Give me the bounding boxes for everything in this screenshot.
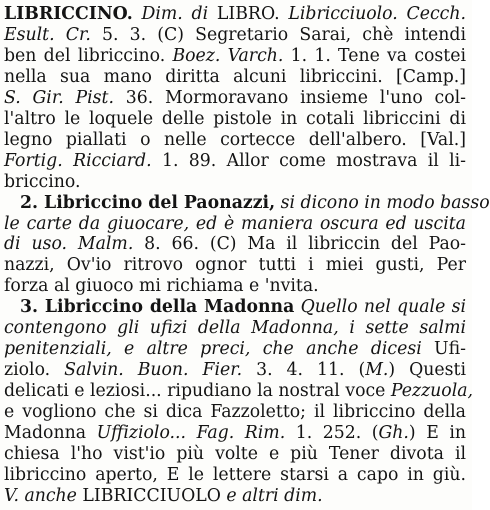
text-run: 36. Mormoravano insieme l'uno col- <box>113 87 466 108</box>
italic-text: Pezzuola, <box>390 381 474 402</box>
italic-text: Salvin. Buon. Fier. <box>64 360 243 381</box>
text-run: legno piallati o nelle cortecce dell'albero. [Val.] <box>4 129 466 150</box>
text-line <box>4 171 466 193</box>
text-run: 3. 4. 11. ( <box>242 360 366 381</box>
text-line <box>4 485 466 507</box>
italic-text: Fortig. Ricciard. <box>4 150 152 171</box>
text-run: 1. 1. Tene va costei <box>283 45 466 66</box>
text-line <box>4 3 466 25</box>
italic-text: le carte da giuocare, ed è maniera oscura ed uscita <box>4 213 466 234</box>
italic-text: Libricciuolo. Cecch. <box>288 4 466 24</box>
text-line <box>4 275 466 297</box>
text-line <box>4 380 474 402</box>
text-line <box>4 359 466 381</box>
text-run: e vogliono che si dica Fazzoletto; il libriccino della <box>4 402 466 423</box>
text-run: delicati e leziosi... ripudiano la nostral voce <box>4 381 391 402</box>
text-run: 8. 66. (C) Ma il libriccin del Pao- <box>133 234 466 255</box>
text-line <box>4 66 466 88</box>
text-run: Madonna <box>4 423 97 443</box>
text-run: libriccino aperto, E le lettere starsi a capo in giù. <box>4 464 466 485</box>
text-line <box>4 443 466 465</box>
headword: 2. Libriccino del Paonazzi, <box>20 192 276 213</box>
text-line <box>4 150 466 172</box>
text-run: Ufi- <box>421 339 466 360</box>
italic-text: Boez. Varch. <box>172 45 284 66</box>
text-line <box>4 317 466 339</box>
text-run: nella sua mano diritta alcuni libriccini. [Camp.] <box>4 66 466 87</box>
text-line <box>4 401 466 423</box>
italic-text: contengono gli ufizi della Madonna, i sette salmi <box>4 318 466 339</box>
text-line <box>4 464 466 486</box>
text-line <box>4 254 466 276</box>
italic-text: Gh. <box>378 423 409 443</box>
text-run: 1. 89. Allor come mostrava il li- <box>151 150 467 171</box>
text-line <box>4 422 466 444</box>
text-run: briccino. <box>4 171 81 192</box>
text-run: ) Questi <box>388 360 466 381</box>
headword: 3. Libriccino della Madonna <box>20 297 295 318</box>
italic-text: V. anche <box>4 485 77 506</box>
italic-text: di uso. <box>4 234 68 255</box>
text-run <box>67 234 78 254</box>
text-line <box>20 296 466 318</box>
text-run: chiesa l'ho vist'io più volte e più Tener divota il <box>4 443 466 464</box>
italic-text: penitenziali, e altre preci, che anche dicesi <box>4 339 422 360</box>
text-line <box>4 87 466 109</box>
italic-text: Quello nel quale si <box>300 297 466 318</box>
text-line <box>4 338 466 360</box>
text-line <box>4 233 466 255</box>
italic-text: Dim. di <box>141 4 209 24</box>
text-run: 1. 252. ( <box>285 423 379 443</box>
headword: LIBRICCINO. <box>4 4 133 24</box>
text-run: LIBRO. <box>208 4 289 24</box>
text-run: forza al giuoco mi richiama e 'nvita. <box>4 276 319 297</box>
italic-text: M. <box>365 360 389 381</box>
italic-text: S. Gir. Pist. <box>4 87 114 108</box>
text-line <box>4 213 466 235</box>
text-run: 5. 3. (C) Segretario Sarai, chè intendi <box>90 24 467 45</box>
italic-text: Uffiziolo... Fag. Rim. <box>96 423 286 443</box>
text-run: l'altro le loquele delle pistole in cotali libriccini di <box>4 108 466 129</box>
italic-text: si dicono in modo basso <box>280 192 490 213</box>
text-line <box>4 108 466 130</box>
text-run: ) E in <box>408 423 466 443</box>
text-run <box>133 4 142 24</box>
text-line <box>20 192 490 214</box>
italic-text: Malm. <box>77 234 134 255</box>
text-line <box>4 24 466 46</box>
italic-text: Esult. Cr. <box>4 24 91 45</box>
text-run: nazzi, Ov'io ritrovo ognor tutti i miei gusti, Per <box>4 255 466 276</box>
text-run: ben del libriccino. <box>4 45 173 66</box>
text-line <box>4 45 466 67</box>
text-line <box>4 129 466 151</box>
text-run: ziolo. <box>4 360 65 381</box>
text-run: LIBRICCIUOLO <box>76 485 227 506</box>
italic-text: e altri dim. <box>226 485 323 506</box>
